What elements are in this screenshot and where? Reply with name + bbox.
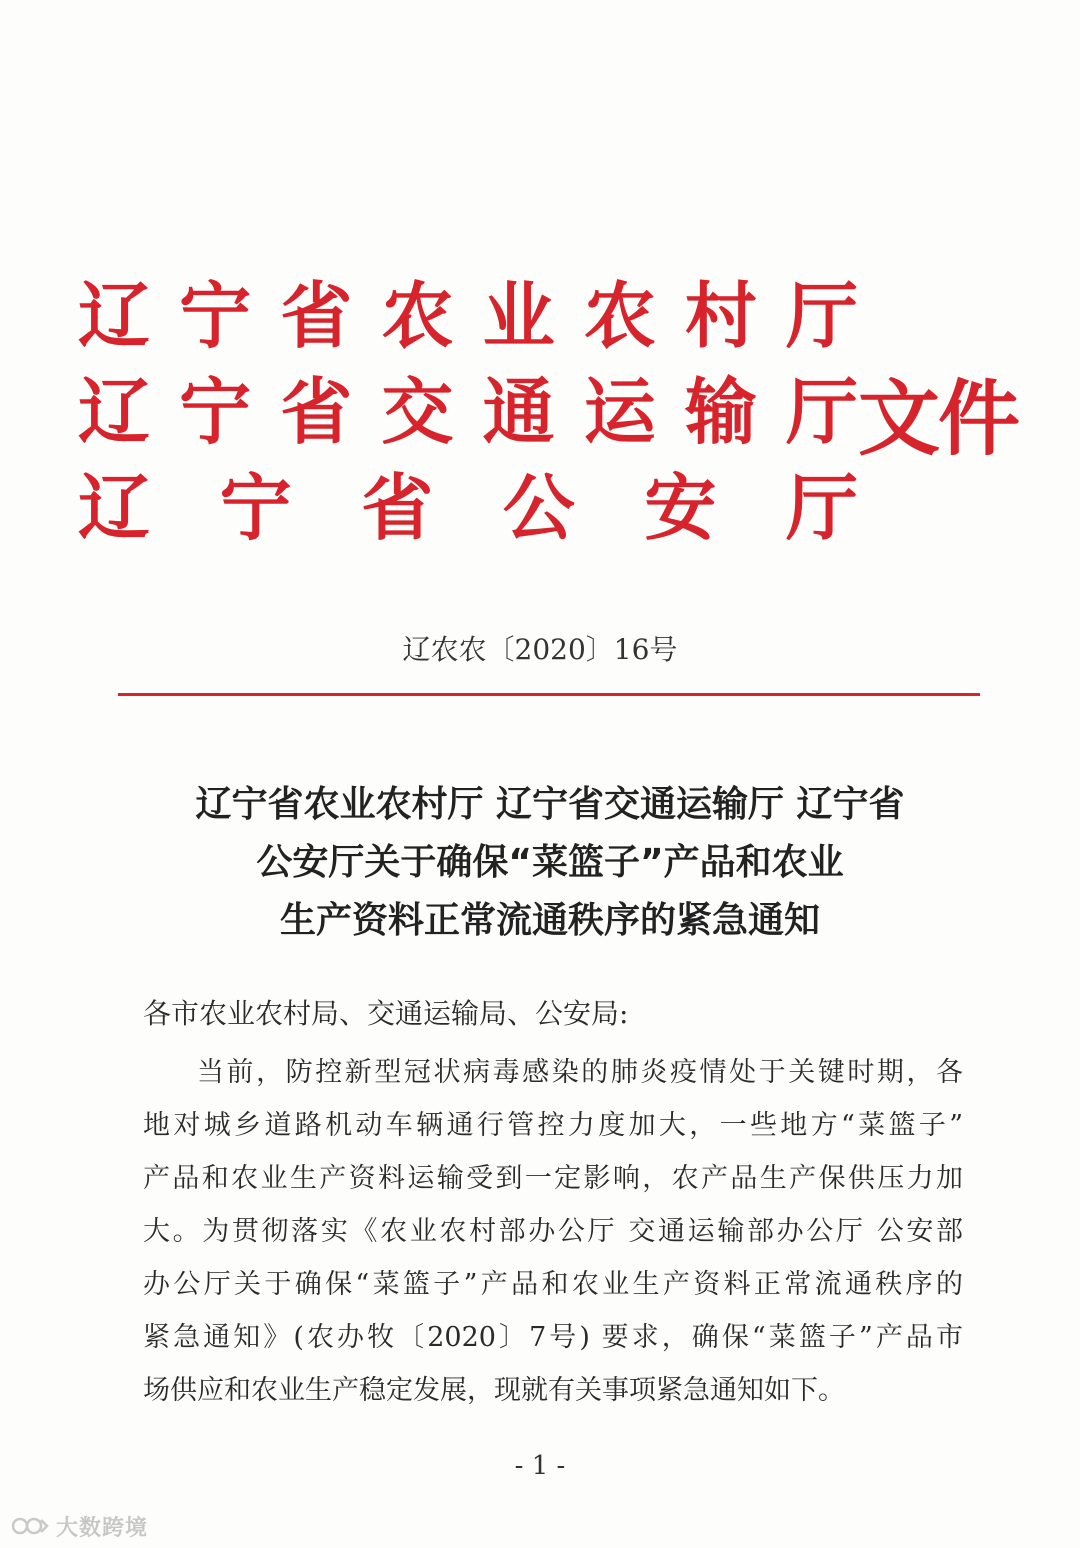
document-title: [110, 776, 990, 950]
issuer-name: 辽宁省交通运输厅: [78, 370, 858, 454]
document-number: 辽农农〔2020〕16号: [402, 633, 678, 666]
title-line: 生产资料正常流通秩序的紧急通知: [279, 900, 820, 941]
issuer-name: 辽宁省农业农村厅: [78, 274, 858, 358]
body-line: 产品和农业生产资料运输受到一定影响，农产品生产保供压力加: [143, 1163, 963, 1194]
body-line: 当前，防控新型冠状病毒感染的肺炎疫情处于关键时期，各: [197, 1057, 963, 1088]
body-paragraph: [143, 1046, 963, 1417]
issuer-name: 辽宁省公安厅: [78, 466, 858, 550]
issuer-block: [78, 268, 858, 556]
document-kind-label: 文件: [858, 372, 1019, 467]
body-line: 办公厅关于确保“菜篮子”产品和农业生产资料正常流通秩序的: [143, 1269, 963, 1300]
watermark: [10, 1512, 148, 1540]
salutation: 各市农业农村局、交通运输局、公安局:: [143, 997, 629, 1030]
watermark-text: 大数跨境: [56, 1515, 149, 1541]
body-line: 地对城乡道路机动车辆通行管控力度加大，一些地方“菜篮子”: [143, 1110, 963, 1141]
watermark-logo-icon: [10, 1514, 50, 1538]
body-line: 大。为贯彻落实《农业农村部办公厅 交通运输部办公厅 公安部: [143, 1216, 963, 1247]
title-line: 公安厅关于确保“菜篮子”产品和农业: [256, 842, 844, 883]
page-number: - 1 -: [514, 1451, 566, 1481]
red-divider: [118, 693, 980, 696]
body-line: 场供应和农业生产稳定发展，现就有关事项紧急通知如下。: [143, 1375, 845, 1406]
title-line: 辽宁省农业农村厅 辽宁省交通运输厅 辽宁省: [195, 784, 905, 825]
body-line: 紧急通知》(农办牧〔2020〕7号) 要求，确保“菜篮子”产品市: [143, 1322, 963, 1353]
